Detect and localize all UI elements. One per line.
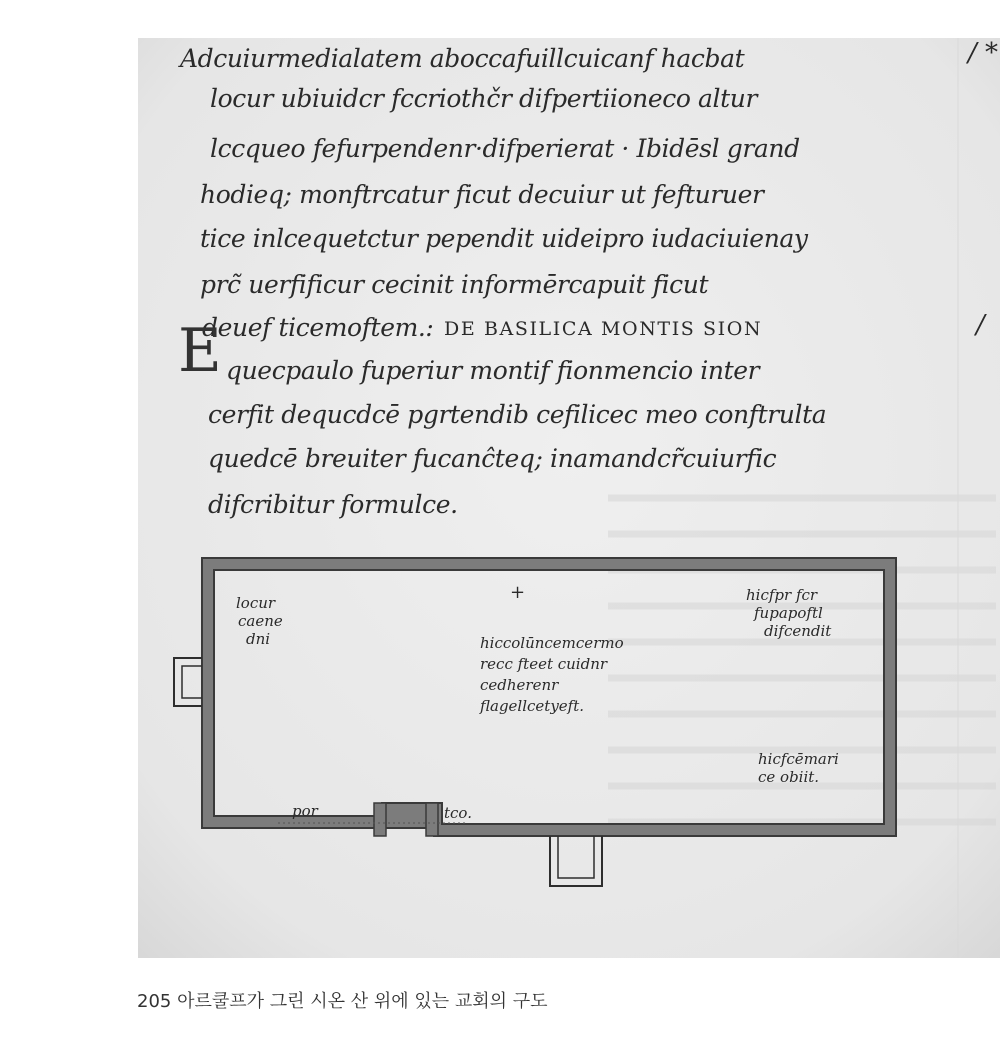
margin-note-middle: / [976, 310, 985, 340]
manuscript-photo [138, 38, 1000, 958]
plan-label-line: hicfpr fcr [746, 586, 818, 604]
plan-label-top-left [236, 594, 283, 648]
plan-label-line: locur [236, 594, 276, 612]
plan-label-line: ce obiit. [758, 768, 820, 786]
plan-label-line: recc fteet cuidnr [480, 655, 608, 673]
plan-label-line: difcendit [764, 622, 832, 640]
plan-door-label-right: tco. [444, 804, 472, 822]
plan-label-line: dni [246, 630, 271, 648]
manuscript-line-7: deuef ticemoftem.: [202, 313, 434, 342]
manuscript-line-2: locur ubiuidcr fccriothčr difpertiioneco altur [210, 84, 758, 113]
manuscript-line-11: difcribitur formulce. [208, 490, 458, 519]
manuscript-line-3: lccqueo fefurpendenr·difperierat · Ibidēsl grand [210, 134, 800, 163]
plan-label-line: hiccolūncemcermo [480, 634, 624, 652]
manuscript-line-9: cerfit dequcdcē pgrtendib cefilicec meo conftrulta [208, 400, 827, 429]
manuscript-line-6: prc̃ uerfificur cecinit informērcapuit ficut [200, 270, 709, 299]
plan-label-top-right [746, 586, 831, 640]
manuscript-line-4: hodieq; monftrcatur ficut decuiur ut fefturuer [200, 180, 764, 209]
plan-cross-mark: + [510, 582, 526, 603]
plan-label-center [480, 633, 624, 717]
margin-note-top: / * [968, 38, 999, 68]
plan-label-line: flagellcetyeft. [480, 697, 585, 715]
manuscript-line-8: quecpaulo fuperiur montif fionmencio inter [226, 356, 760, 385]
section-heading: DE BASILICA MONTIS SION [444, 318, 763, 340]
manuscript-line-5: tice inlcequetctur pependit uideipro iudaciuienay [200, 224, 808, 253]
plan-label-line: caene [238, 612, 283, 630]
manuscript-line-1: Adcuiurmedialatem aboccafuillcuicanf hacbat [180, 44, 745, 73]
plan-door-label-left: por [292, 802, 318, 820]
plan-label-bottom-right [758, 750, 839, 786]
manuscript-line-10: quedcē breuiter fucanĉteq; inamandcr̃cuiurfic [208, 444, 777, 473]
plan-label-line: fupapoftl [754, 604, 823, 622]
plan-label-line: hicfcēmari [758, 750, 839, 768]
decorated-initial: E [178, 316, 222, 386]
plan-label-line: cedherenr [480, 676, 559, 694]
figure-caption: 205 아르쿨프가 그린 시온 산 위에 있는 교회의 구도 [137, 991, 548, 1012]
